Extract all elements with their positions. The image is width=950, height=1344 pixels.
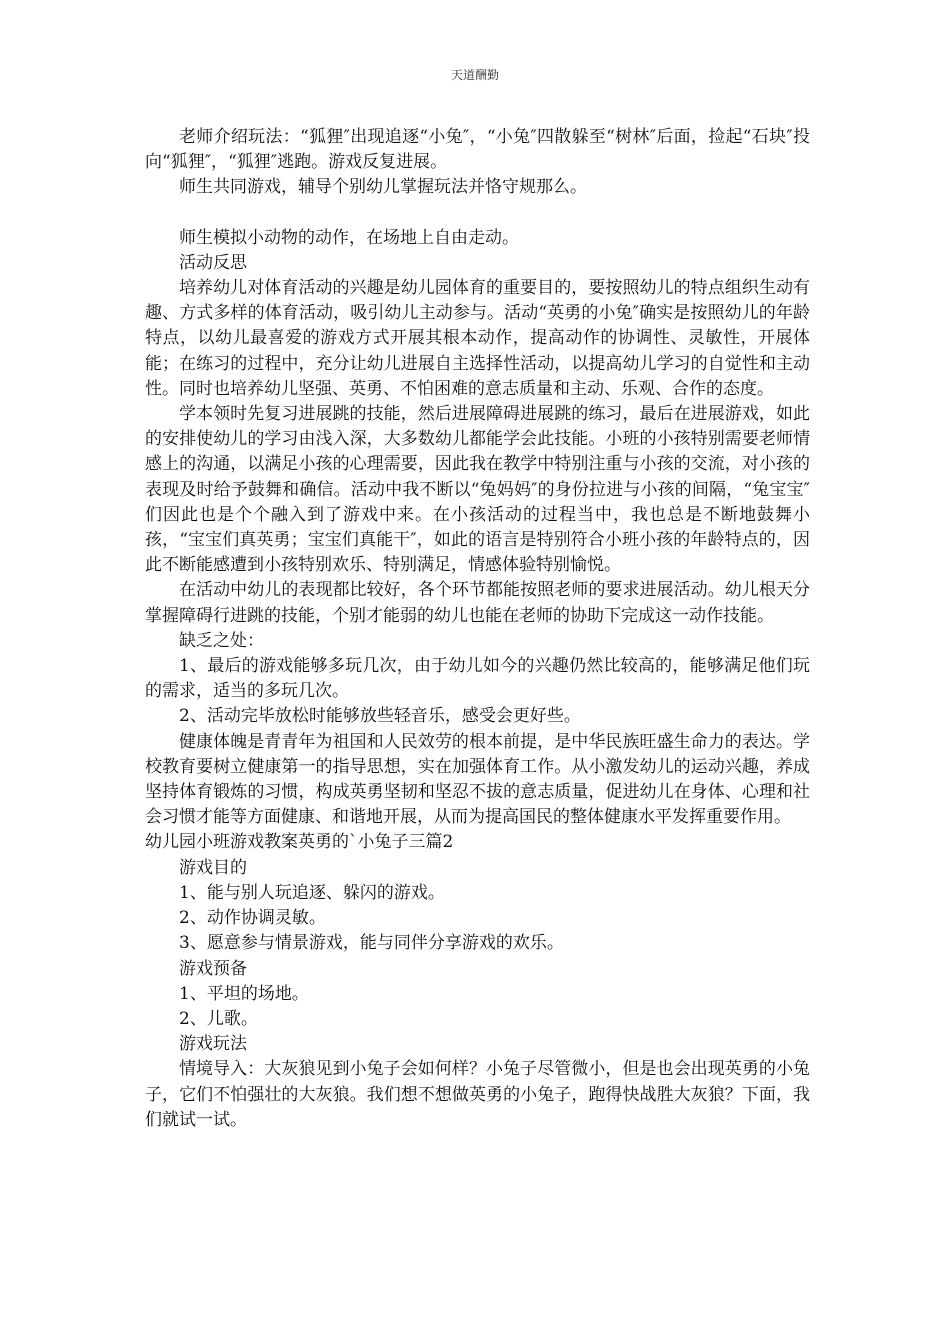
section-heading: 游戏目的 xyxy=(179,857,247,878)
list-item: 1、能与别人玩追逐、躲闪的游戏。 xyxy=(179,882,445,903)
paragraph: 培养幼儿对体育活动的兴趣是幼儿园体育的重要目的，要按照幼儿的特点组织生动有趣、方式多样的体育活动，吸引幼儿主动参与。活动“英勇的小兔″确实是按照幼儿的年龄特点，以幼儿最喜爱的游戏方式开展其根本动作，提高动作的协调性、灵敏性，开展体能；在练习的过程中，充分让幼儿进展自主选择性活动，以提高幼儿学习的自觉性和主动性。同时也培养幼儿坚强、英勇、不怕困难的意志质量和主动、乐观、合作的态度。 xyxy=(145,278,810,399)
document-title: 幼儿园小班游戏教案英勇的`小兔子三篇2 xyxy=(145,832,454,853)
paragraph: 情境导入：大灰狼见到小兔子会如何样？小兔子尽管微小，但是也会出现英勇的小兔子，它们不怕强壮的大灰狼。我们想不想做英勇的小兔子，跑得快战胜大灰狼？下面，我们就试一试。 xyxy=(145,1059,810,1130)
paragraph: 学本领时先复习进展跳的技能，然后进展障碍进展跳的练习，最后在进展游戏，如此的安排使幼儿的学习由浅入深，大多数幼儿都能学会此技能。小班的小孩特别需要老师情感上的沟通，以满足小孩的心理需要，因此我在教学中特别注重与小孩的交流，对小孩的表现及时给予鼓舞和确信。活动中我不断以“兔妈妈″的身份拉进与小孩的间隔，“兔宝宝″们因此也是个个融入到了游戏中来。在小孩活动的过程当中，我也总是不断地鼓舞小孩，“宝宝们真英勇；宝宝们真能干″，如此的语言是特别符合小班小孩的年龄特点的，因此不断能感遭到小孩特别欢乐、特别满足，情感体验特别愉悦。 xyxy=(145,404,810,576)
section-heading: 活动反思 xyxy=(179,252,247,273)
paragraph: 在活动中幼儿的表现都比较好，各个环节都能按照老师的要求进展活动。幼儿根天分掌握障碍行进跳的技能，个别才能弱的幼儿也能在老师的协助下完成这一动作技能。 xyxy=(145,580,810,626)
blank-line xyxy=(145,201,810,226)
section-heading: 游戏预备 xyxy=(179,958,247,979)
list-item: 3、愿意参与情景游戏，能与同伴分享游戏的欢乐。 xyxy=(179,933,564,954)
list-item: 2、活动完毕放松时能够放些轻音乐，感受会更好些。 xyxy=(179,706,581,727)
list-item: 2、儿歌。 xyxy=(179,1008,258,1029)
paragraph: 师生共同游戏，辅导个别幼儿掌握玩法并恪守规那么。 xyxy=(179,177,587,198)
section-heading: 游戏玩法 xyxy=(179,1034,247,1055)
list-item: 1、平坦的场地。 xyxy=(179,983,309,1004)
paragraph: 师生模拟小动物的动作，在场地上自由走动。 xyxy=(179,227,519,248)
section-heading: 缺乏之处： xyxy=(179,630,264,651)
paragraph: 健康体魄是青青年为祖国和人民效劳的根本前提，是中华民族旺盛生命力的表达。学校教育要树立健康第一的指导思想，实在加强体育工作。从小激发幼儿的运动兴趣，养成坚持体育锻炼的习惯，构成英勇坚韧和坚忍不拔的意志质量，促进幼儿在身体、心理和社会习惯才能等方面健康、和谐地开展，从而为提高国民的整体健康水平发挥重要作用。 xyxy=(145,731,810,828)
page-header: 天道酬勤 xyxy=(450,68,499,82)
list-item: 1、最后的游戏能够多玩几次，由于幼儿如今的兴趣仍然比较高的，能够满足他们玩的需求，适当的多玩几次。 xyxy=(145,656,810,702)
document-body xyxy=(145,125,810,1133)
paragraph: 老师介绍玩法：“狐狸″出现追逐“小兔″，“小兔″四散躲至“树林″后面，捡起“石块″投向“狐狸″，“狐狸″逃跑。游戏反复进展。 xyxy=(145,127,810,173)
list-item: 2、动作协调灵敏。 xyxy=(179,908,326,929)
